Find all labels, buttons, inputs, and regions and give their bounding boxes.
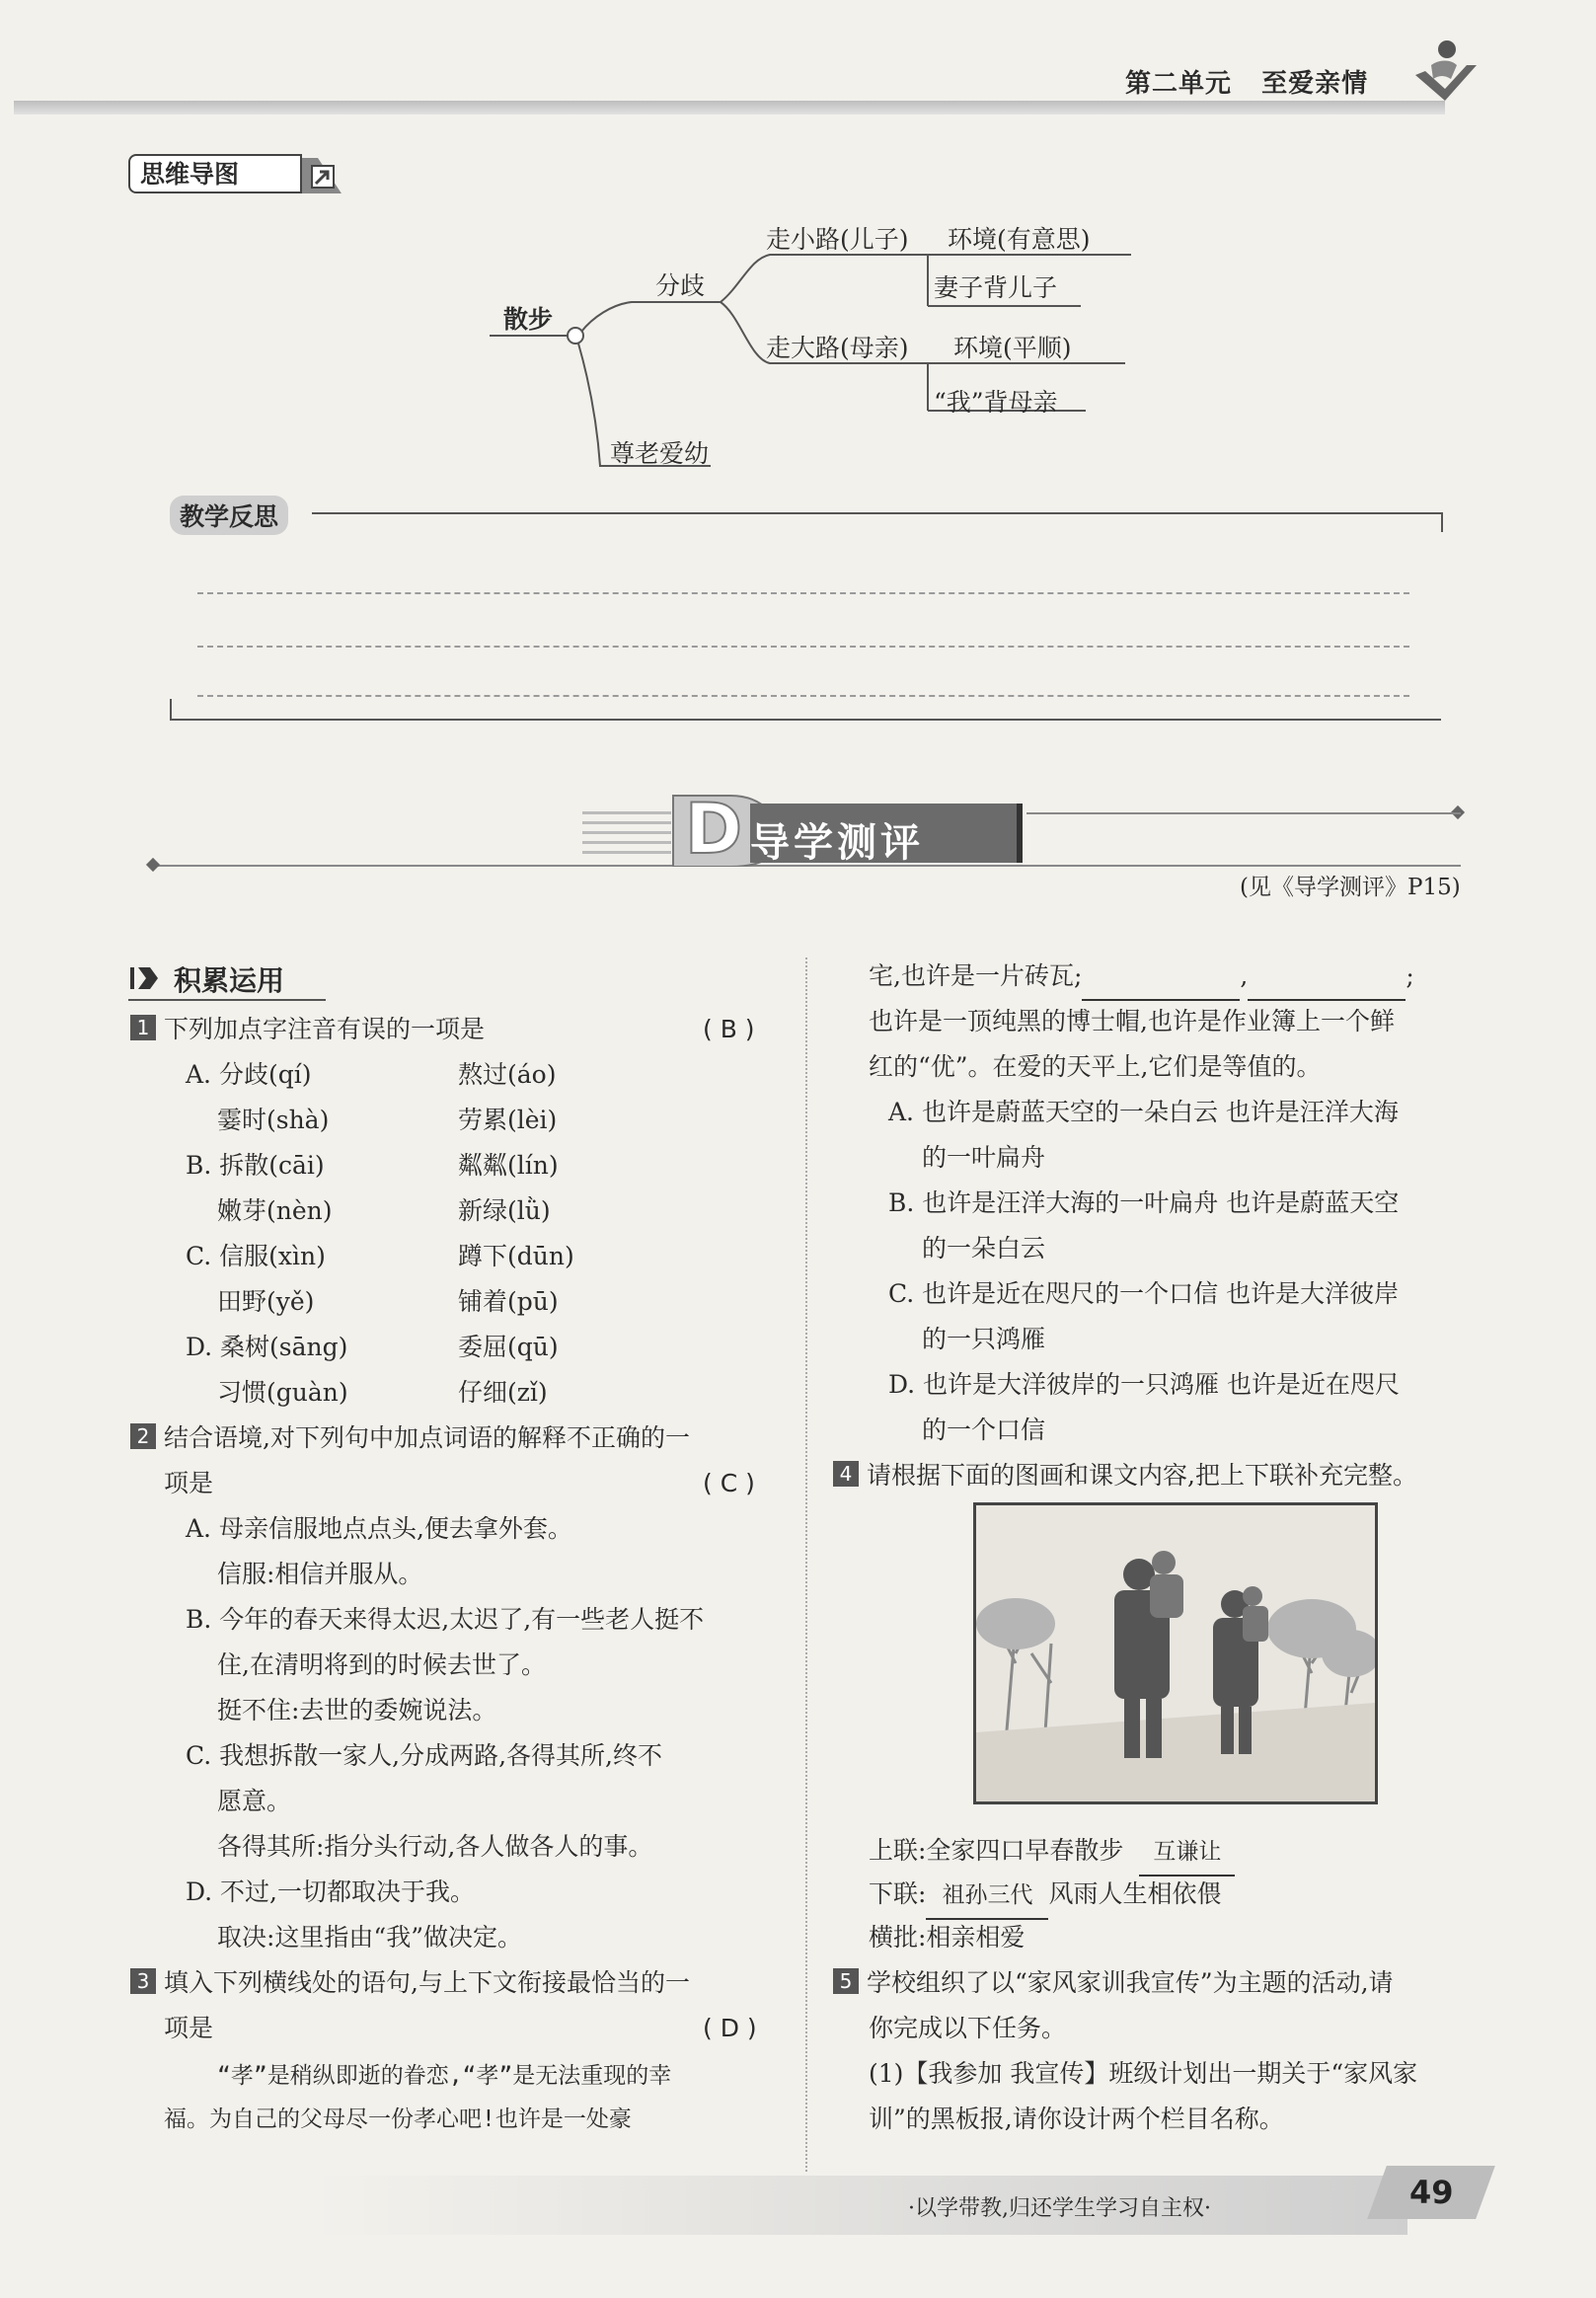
header-title (1125, 63, 1368, 100)
q5-stem-cont: 你完成以下任务。 (869, 2014, 1067, 2042)
q1-option-b1: B. 拆散(cāi) (186, 1151, 325, 1180)
q1-option-b4: 新绿(lǜ) (458, 1196, 551, 1225)
q2-option-b-cont: 住,在清明将到的时候去世了。 (217, 1650, 546, 1679)
mindmap-node-env-smooth: 环境(平顺) (953, 334, 1072, 362)
q2-option-a: A. 母亲信服地点点头,便去拿外套。 (186, 1514, 572, 1543)
q2-stem-cont: 项是 (164, 1469, 214, 1497)
mindmap-node-env-interesting: 环境(有意思) (948, 225, 1091, 254)
q1-option-a2: 熬过(áo) (458, 1060, 557, 1089)
mindmap-node-wife-carries-son: 妻子背儿子 (934, 273, 1058, 302)
unit-label: 第二单元 (1125, 69, 1233, 99)
q3-option-b: B. 也许是汪洋大海的一叶扁舟 也许是蔚蓝天空 (888, 1188, 1400, 1217)
q3-option-a-cont: 的一叶扁舟 (922, 1143, 1046, 1172)
q2-option-b-explanation: 挺不住:去世的委婉说法。 (217, 1696, 497, 1724)
q1-option-b2: 粼粼(lín) (458, 1151, 559, 1180)
q2-option-d-explanation: 取决:这里指由“我”做决定。 (217, 1923, 522, 1952)
q2-option-c: C. 我想拆散一家人,分成两路,各得其所,终不 (186, 1741, 662, 1770)
q1-option-c4: 铺着(pū) (458, 1287, 559, 1316)
mindmap-node-small-road: 走小路(儿子) (766, 225, 909, 254)
q3-option-d: D. 也许是大洋彼岸的一只鸿雁 也许是近在咫尺 (888, 1370, 1400, 1399)
q3-option-c: C. 也许是近在咫尺的一个口信 也许是大洋彼岸 (888, 1279, 1400, 1308)
q2-answer: ( C ) (703, 1469, 755, 1497)
q3-stem: 3 填入下列横线处的语句,与上下文衔接最恰当的一 (130, 1960, 690, 2006)
arrow-icon (302, 158, 342, 193)
q3-passage-line5: 红的“优”。在爱的天平上,它们是等值的。 (869, 1052, 1322, 1081)
q3-stem-cont: 项是 (164, 2014, 214, 2042)
q1-stem: 1 下列加点字注音有误的一项是 (130, 1007, 485, 1052)
banner-rule-diamond (146, 858, 160, 872)
reflection-writing-line (197, 592, 1409, 594)
q2-option-c-cont: 愿意。 (217, 1787, 292, 1815)
book-logo-icon (1411, 36, 1481, 115)
q3-option-a: A. 也许是蔚蓝天空的一朵白云 也许是汪洋大海 (888, 1098, 1399, 1126)
reflection-bottom-line (170, 719, 1441, 721)
mindmap-node-i-carry-mother: “我”背母亲 (934, 388, 1058, 417)
q2-option-a-explanation: 信服:相信并服从。 (217, 1560, 423, 1588)
couplet-horizontal: 横批:相亲相爱 (869, 1923, 1026, 1952)
mindmap-node-big-road: 走大路(母亲) (766, 334, 909, 362)
mindmap-branch-respect: 尊老爱幼 (610, 439, 710, 468)
banner-letter: D (685, 789, 743, 870)
q1-option-a4: 劳累(lèi) (458, 1106, 558, 1134)
q1-option-d1: D. 桑树(sāng) (186, 1333, 348, 1361)
q3-option-c-cont: 的一只鸿雁 (922, 1325, 1046, 1353)
mindmap-branch-divergence: 分歧 (655, 271, 706, 300)
q1-option-c3: 田野(yě) (217, 1287, 315, 1316)
column-divider (805, 958, 807, 2172)
q2-option-d: D. 不过,一切都取决于我。 (186, 1877, 475, 1906)
q1-option-c2: 蹲下(dūn) (458, 1242, 574, 1270)
reflection-label: 教学反思 (170, 496, 288, 535)
footer-bar (312, 2176, 1407, 2235)
q2-stem: 2 结合语境,对下列句中加点词语的解释不正确的一 (130, 1416, 690, 1461)
family-walk-illustration (973, 1502, 1378, 1804)
q3-answer: ( D ) (703, 2014, 757, 2042)
q1-option-a3: 霎时(shà) (217, 1106, 330, 1134)
reflection-top-line (312, 512, 1441, 514)
reflection-writing-line (197, 646, 1409, 648)
couplet-lower-answer: 祖孙三代 (926, 1873, 1048, 1920)
unit-theme: 至爱亲情 (1261, 69, 1369, 99)
reflection-writing-line (197, 695, 1409, 697)
couplet-upper-answer: 互谦让 (1139, 1829, 1235, 1877)
q3-option-d-cont: 的一个口信 (922, 1416, 1046, 1444)
q5-task1-cont: 训”的黑板报,请你设计两个栏目名称。 (869, 2105, 1284, 2133)
banner-reference: (见《导学测评》P15) (1240, 875, 1461, 900)
q2-option-c-explanation: 各得其所:指分头行动,各人做各人的事。 (217, 1832, 653, 1861)
q5-task1: (1)【我参加 我宣传】班级计划出一期关于“家风家 (869, 2059, 1418, 2088)
reflection-right-tick (1441, 512, 1443, 532)
page-number: 49 (1367, 2166, 1495, 2219)
q3-passage-line1: “孝”是稍纵即逝的眷恋,“孝”是无法重现的幸 (217, 2063, 672, 2089)
q1-option-d3: 习惯(guàn) (217, 1378, 348, 1407)
header-bar (14, 101, 1445, 115)
banner-title: 导学测评 (750, 820, 924, 866)
q1-option-c1: C. 信服(xìn) (186, 1242, 326, 1270)
q1-option-d2: 委屈(qū) (458, 1333, 559, 1361)
q3-option-b-cont: 的一朵白云 (922, 1234, 1046, 1263)
mindmap-label: 思维导图 (128, 154, 302, 193)
q4-stem: 4 请根据下面的图画和课文内容,把上下联补充完整。 (833, 1453, 1417, 1498)
q1-option-d4: 仔细(zǐ) (458, 1378, 548, 1407)
mindmap-root: 散步 (503, 305, 554, 334)
couplet-upper: 上联:全家四口早春散步 互谦让 (869, 1828, 1235, 1877)
q1-option-a1: A. 分歧(qí) (186, 1060, 312, 1089)
q2-option-b: B. 今年的春天来得太迟,太迟了,有一些老人挺不 (186, 1605, 705, 1634)
footer-motto: ·以学带教,归还学生学习自主权· (908, 2196, 1211, 2221)
q3-passage-line3: 宅,也许是一片砖瓦; , ; (869, 954, 1414, 1001)
q1-option-b3: 嫩芽(nèn) (217, 1196, 333, 1225)
couplet-lower: 下联: 祖孙三代 风雨人生相依偎 (869, 1872, 1221, 1920)
q3-passage-line2: 福。为自己的父母尽一份孝心吧!也许是一处豪 (164, 2106, 632, 2132)
section-underline (128, 999, 326, 1001)
section-arrow-icon (128, 963, 160, 993)
reflection-left-tick (170, 699, 172, 719)
q5-stem: 5 学校组织了以“家风家训我宣传”为主题的活动,请 (833, 1960, 1394, 2006)
q1-answer: ( B ) (703, 1015, 755, 1043)
banner-rule-right (1026, 812, 1461, 814)
q3-passage-line4: 也许是一顶纯黑的博士帽,也许是作业簿上一个鲜 (869, 1007, 1395, 1035)
section-label: 积累运用 (174, 964, 285, 997)
